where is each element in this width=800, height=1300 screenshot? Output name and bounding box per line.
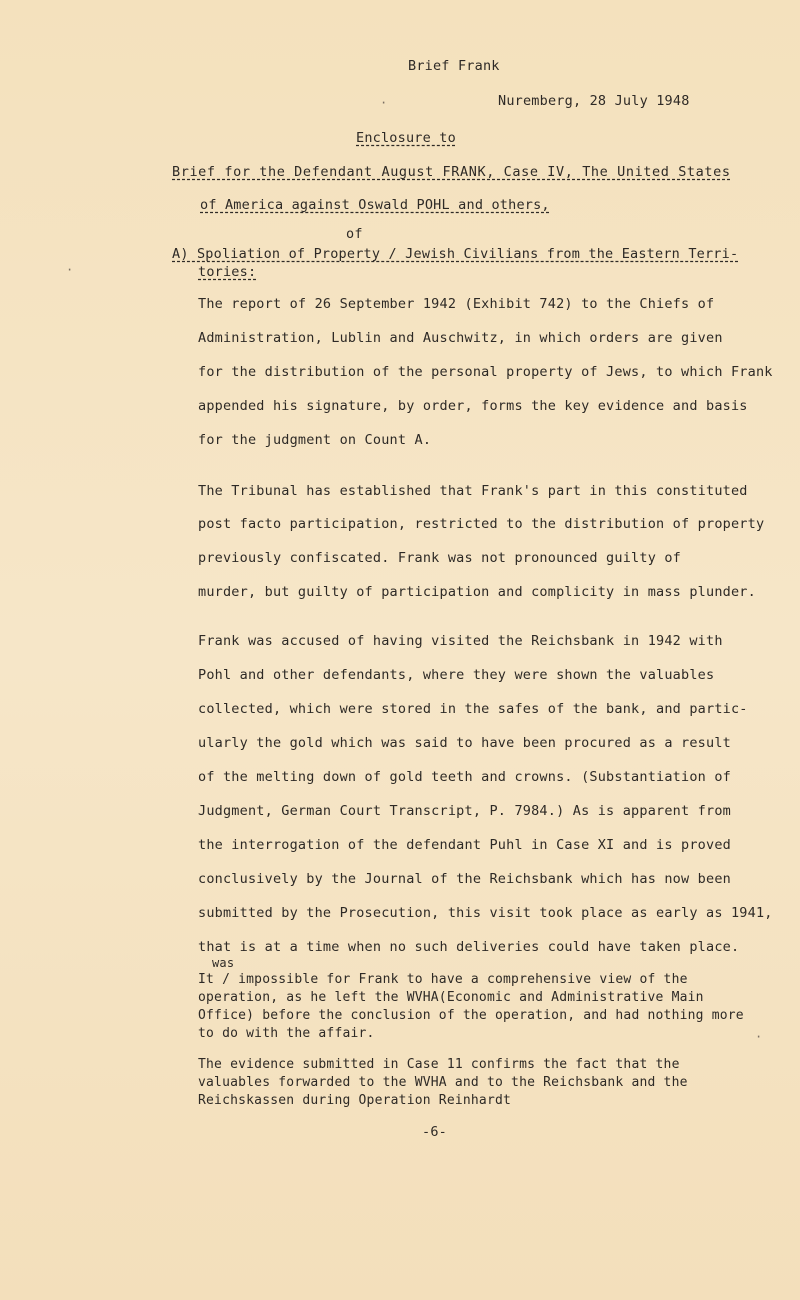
of-label: of bbox=[346, 226, 363, 242]
paragraph-1-line: Administration, Lublin and Auschwitz, in which orders are given bbox=[198, 330, 723, 346]
section-a-heading-line-1: A) Spoliation of Property / Jewish Civilians from the Eastern Terri- bbox=[172, 246, 739, 262]
paragraph-3-line: of the melting down of gold teeth and crowns. (Substantiation of bbox=[198, 769, 731, 785]
paragraph-3-line: ularly the gold which was said to have been procured as a result bbox=[198, 735, 731, 751]
document-title: Brief Frank bbox=[408, 58, 500, 74]
paragraph-1-line: for the judgment on Count A. bbox=[198, 432, 432, 448]
paragraph-3-line: Pohl and other defendants, where they were shown the valuables bbox=[198, 667, 715, 683]
paragraph-5-line: valuables forwarded to the WVHA and to the Reichsbank and the bbox=[198, 1075, 688, 1090]
paragraph-3-line: that is at a time when no such deliveries could have taken place. bbox=[198, 939, 740, 955]
brief-title-line-2: of America against Oswald POHL and others, bbox=[200, 197, 550, 213]
margin-mark: · bbox=[755, 1030, 763, 1044]
page-number: -6- bbox=[422, 1124, 447, 1140]
paragraph-1-line: appended his signature, by order, forms the key evidence and basis bbox=[198, 398, 748, 414]
enclosure-heading: Enclosure to bbox=[356, 130, 456, 146]
handwritten-insertion: was bbox=[212, 956, 235, 970]
section-a-heading-line-2: tories: bbox=[198, 264, 257, 280]
paragraph-1-line: The report of 26 September 1942 (Exhibit 742) to the Chiefs of bbox=[198, 296, 715, 312]
paragraph-4-line: It / impossible for Frank to have a comprehensive view of the bbox=[198, 972, 688, 987]
paragraph-2-line: murder, but guilty of participation and complicity in mass plunder. bbox=[198, 584, 756, 600]
paragraph-2-line: The Tribunal has established that Frank's part in this constituted bbox=[198, 483, 748, 499]
paragraph-4-line: to do with the affair. bbox=[198, 1026, 375, 1041]
paragraph-5-line: The evidence submitted in Case 11 confirms the fact that the bbox=[198, 1057, 680, 1072]
paragraph-1-line: for the distribution of the personal property of Jews, to which Frank bbox=[198, 364, 773, 380]
paragraph-5-line: Reichskassen during Operation Reinhardt bbox=[198, 1093, 512, 1108]
paragraph-3-line: the interrogation of the defendant Puhl in Case XI and is proved bbox=[198, 837, 731, 853]
paragraph-3-line: collected, which were stored in the safes of the bank, and partic- bbox=[198, 701, 748, 717]
paragraph-2-line: post facto participation, restricted to the distribution of property bbox=[198, 516, 765, 532]
paragraph-2-line: previously confiscated. Frank was not pronounced guilty of bbox=[198, 550, 682, 566]
paragraph-3-line: Frank was accused of having visited the Reichsbank in 1942 with bbox=[198, 633, 723, 649]
paragraph-3-line: submitted by the Prosecution, this visit took place as early as 1941, bbox=[198, 905, 773, 921]
paragraph-4-line: Office) before the conclusion of the operation, and had nothing more bbox=[198, 1008, 744, 1023]
margin-mark: · bbox=[66, 263, 74, 277]
place-date: Nuremberg, 28 July 1948 bbox=[498, 93, 690, 109]
margin-mark: · bbox=[380, 96, 388, 110]
paragraph-3-line: Judgment, German Court Transcript, P. 7984.) As is apparent from bbox=[198, 803, 731, 819]
paragraph-4-line: operation, as he left the WVHA(Economic and Administrative Main bbox=[198, 990, 704, 1005]
paragraph-3-line: conclusively by the Journal of the Reichsbank which has now been bbox=[198, 871, 731, 887]
brief-title-line-1: Brief for the Defendant August FRANK, Case IV, The United States bbox=[172, 164, 731, 180]
